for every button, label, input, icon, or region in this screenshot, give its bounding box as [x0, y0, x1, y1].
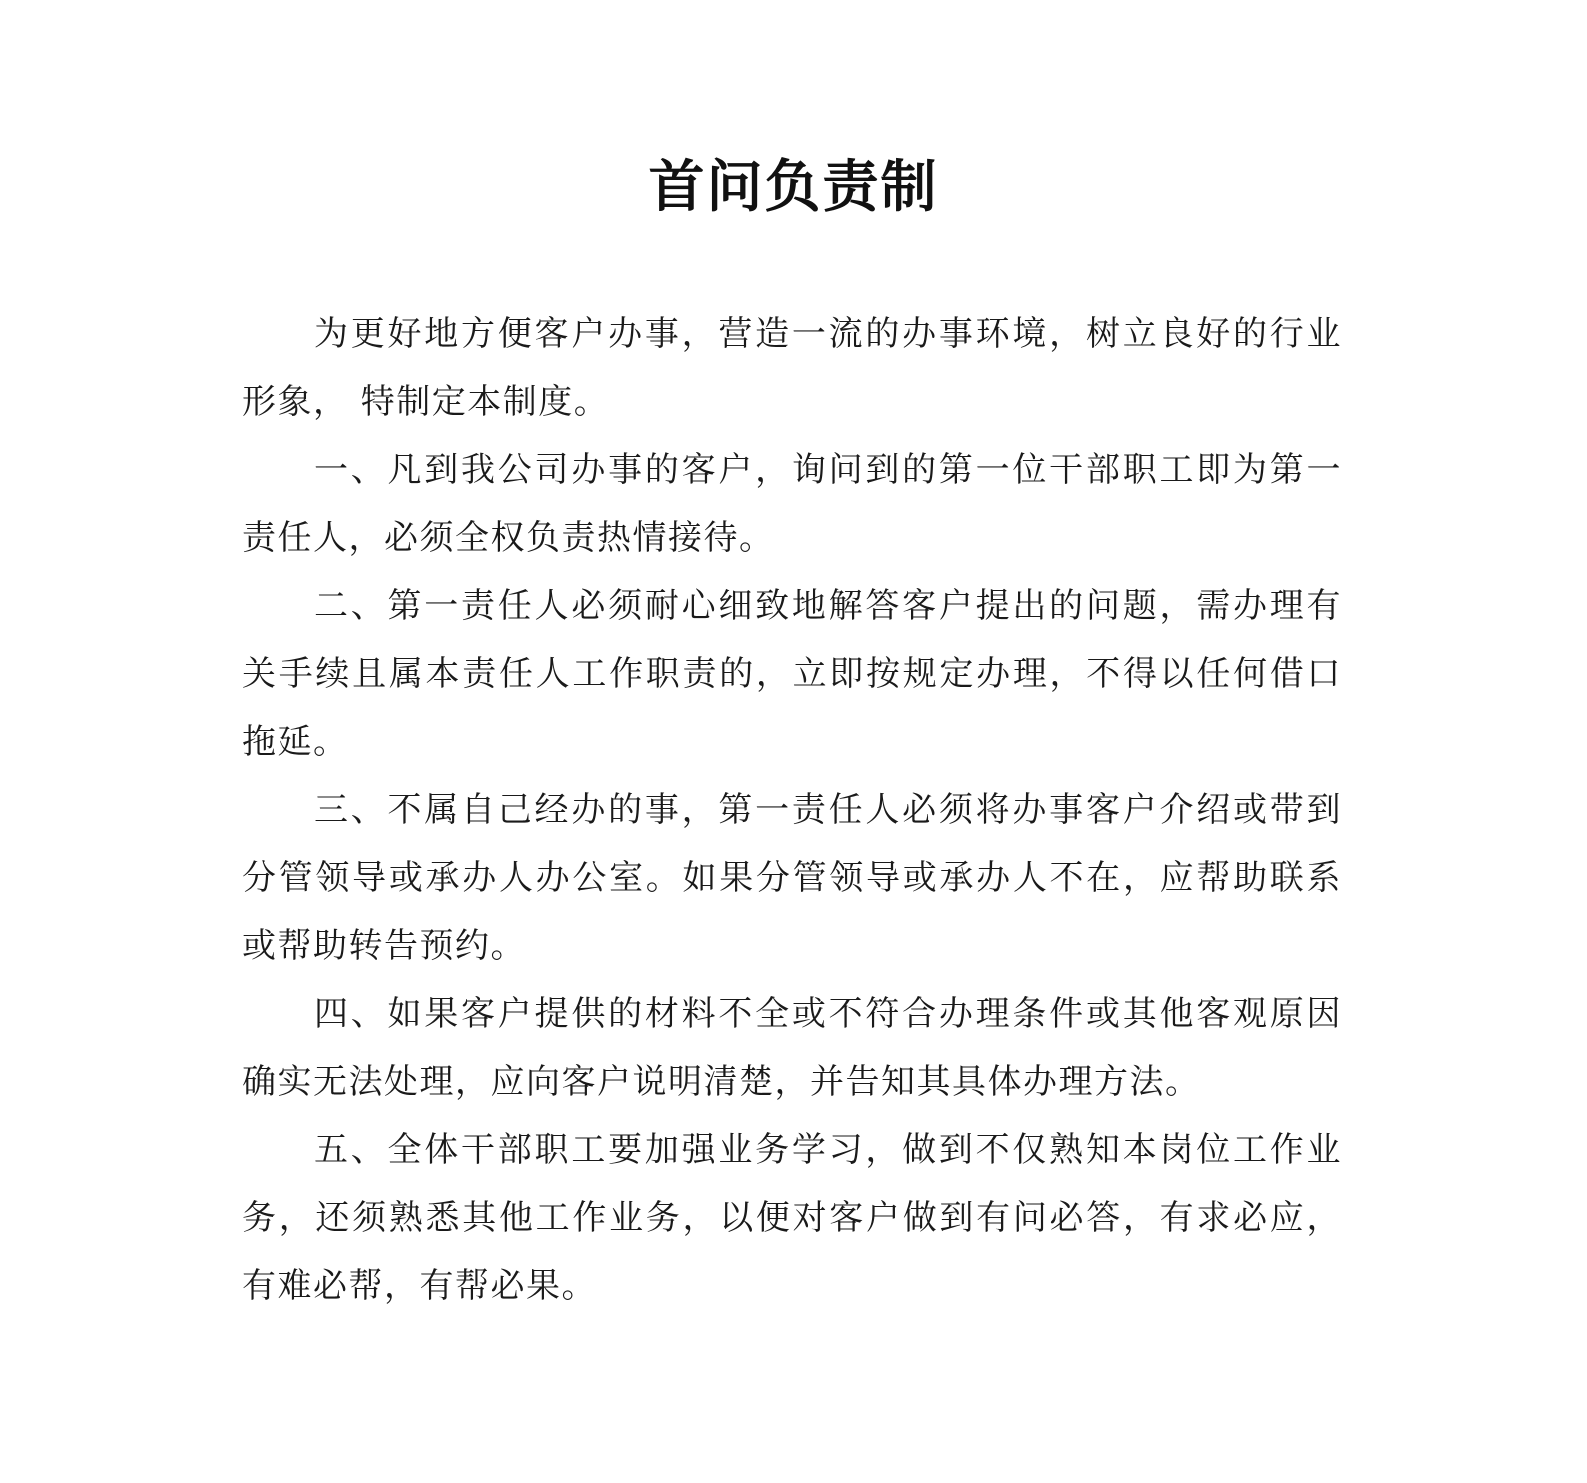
paragraph-clause-1: 一、凡到我公司办事的客户，询问到的第一位干部职工即为第一责任人，必须全权负责热情接待。: [242, 450, 1342, 558]
paragraph-clause-2: 二、第一责任人必须耐心细致地解答客户提出的问题，需办理有关手续且属本责任人工作职责的，立即按规定办理，不得以任何借口拖延。: [242, 586, 1342, 762]
paragraph-clause-3: 三、不属自己经办的事，第一责任人必须将办事客户介绍或带到分管领导或承办人办公室。如果分管领导或承办人不在，应帮助联系或帮助转告预约。: [242, 790, 1342, 966]
paragraph-clause-5: 五、全体干部职工要加强业务学习，做到不仅熟知本岗位工作业务，还须熟悉其他工作业务，以便对客户做到有问必答，有求必应，有难必帮，有帮必果。: [242, 1130, 1342, 1306]
document-title: 首问负责制: [648, 155, 939, 220]
paragraph-intro: 为更好地方便客户办事，营造一流的办事环境，树立良好的行业形象， 特制定本制度。: [242, 314, 1342, 422]
paragraph-clause-4: 四、如果客户提供的材料不全或不符合办理条件或其他客观原因确实无法处理，应向客户说明清楚，并告知其具体办理方法。: [242, 994, 1342, 1102]
document-body: [242, 300, 1342, 1320]
